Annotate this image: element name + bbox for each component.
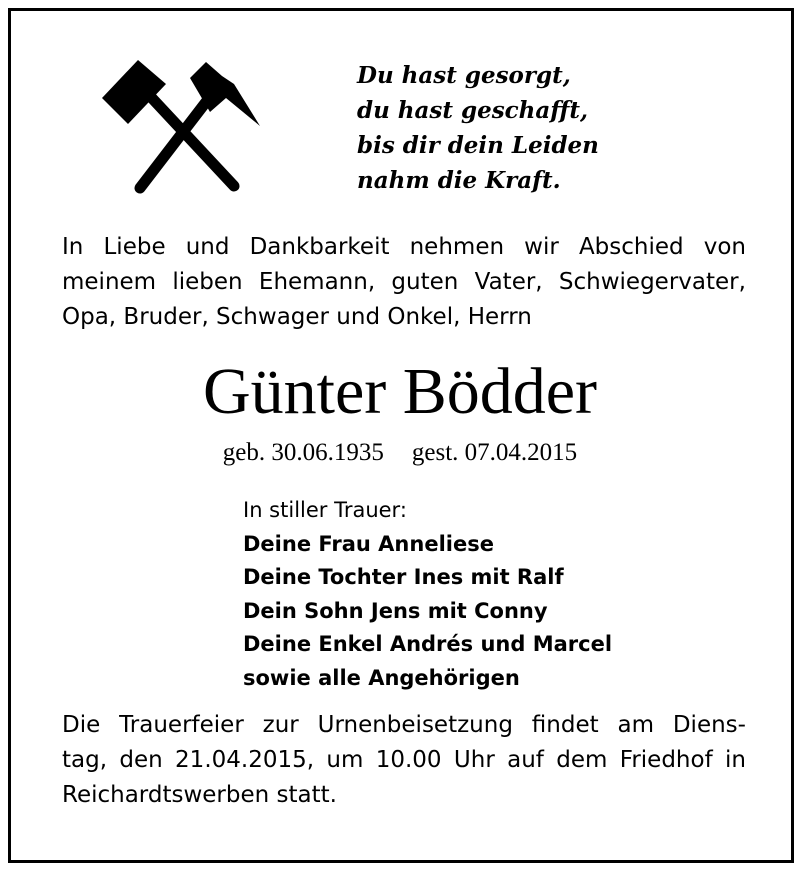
service-word: zur [262, 712, 299, 738]
service-word: Diens- [672, 712, 746, 738]
service-line [62, 708, 746, 743]
intro-text [62, 230, 746, 335]
service-word: auf [507, 747, 544, 773]
intro-word: von [703, 234, 746, 260]
service-word: um [326, 747, 364, 773]
mourners-block [243, 494, 612, 695]
intro-word: guten [391, 269, 459, 295]
intro-word: nehmen [409, 234, 505, 260]
intro-word: In [62, 234, 84, 260]
motto-line: bis dir dein Leiden [357, 132, 599, 159]
birth-date: geb. 30.06.1935 [222, 439, 384, 466]
intro-word: wir [524, 234, 559, 260]
mourner-entry: sowie alle Angehörigen [243, 665, 520, 690]
service-word: in [725, 747, 746, 773]
intro-line-text: Opa, Bruder, Schwager und Onkel, Herrn [62, 304, 532, 330]
service-word: Friedhof [619, 747, 713, 773]
intro-word: Abschied [578, 234, 684, 260]
motto-line: nahm die Kraft. [357, 167, 561, 194]
service-line-text: Reichardtswerben statt. [62, 782, 337, 808]
service-word: den [119, 747, 163, 773]
service-word: findet [531, 712, 599, 738]
mourners-heading: In stiller Trauer: [243, 498, 407, 522]
service-info [62, 708, 746, 813]
service-word: am [617, 712, 654, 738]
mourner-entry: Deine Frau Anneliese [243, 531, 494, 556]
service-word: tag, [62, 747, 108, 773]
intro-word: meinem [62, 269, 157, 295]
mourner-entry: Dein Sohn Jens mit Conny [243, 598, 548, 623]
service-word: dem [556, 747, 608, 773]
intro-word: Ehemann, [258, 269, 376, 295]
service-line [62, 778, 746, 813]
intro-line [62, 230, 746, 265]
intro-word: und [185, 234, 230, 260]
service-line [62, 743, 746, 778]
service-word: Uhr [453, 747, 495, 773]
intro-word: Schwiegervater, [558, 269, 746, 295]
intro-word: Vater, [474, 269, 543, 295]
intro-word: Dankbarkeit [249, 234, 390, 260]
motto-verse [357, 58, 599, 198]
service-word: Urnenbeisetzung [317, 712, 513, 738]
death-date: gest. 07.04.2015 [411, 439, 578, 466]
mourner-entry: Deine Enkel Andrés und Marcel [243, 632, 613, 656]
service-word: Trauerfeier [119, 712, 244, 738]
mourner-entry: Deine Tochter Ines mit Ralf [243, 565, 564, 589]
intro-word: Liebe [103, 234, 166, 260]
deceased-name: Günter Bödder [202, 355, 598, 428]
intro-line [62, 265, 746, 300]
life-dates [0, 436, 800, 470]
service-word: 10.00 [375, 747, 442, 773]
intro-word: lieben [172, 269, 243, 295]
intro-line [62, 300, 746, 335]
motto-line: Du hast gesorgt, [357, 62, 571, 89]
hammer-and-pick-icon [98, 50, 263, 200]
service-word: 21.04.2015, [175, 747, 315, 773]
motto-line: du hast geschafft, [357, 97, 588, 124]
service-word: Die [62, 712, 101, 738]
